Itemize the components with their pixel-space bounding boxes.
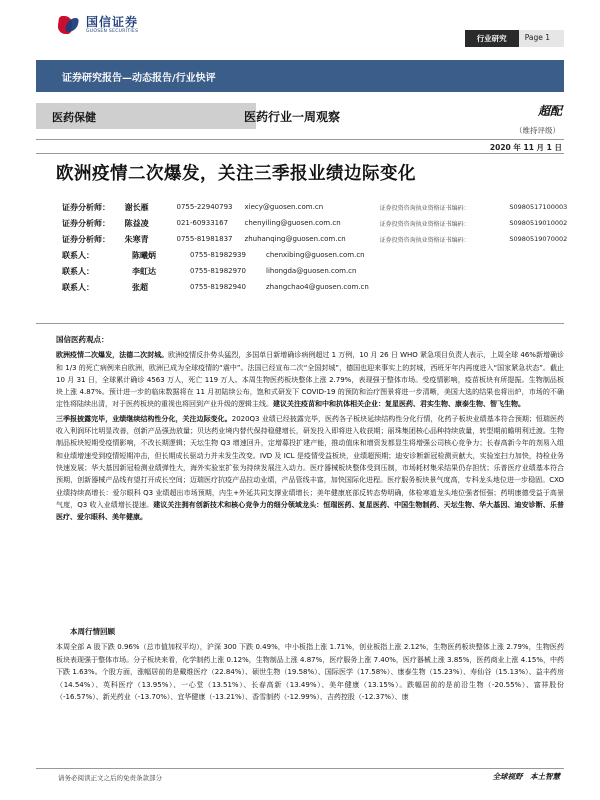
- analyst-cert-id: S0980519070002: [509, 235, 568, 243]
- analyst-row: [62, 215, 572, 231]
- paragraph-lead: 三季报披露完毕，业绩继续结构性分化，关注边际变化。: [56, 414, 232, 423]
- logo-name-en: GUOSEN SECURITIES: [86, 28, 139, 34]
- analyst-cert-id: S0980517100003: [509, 203, 568, 211]
- report-title: 医药行业一周观察: [244, 110, 341, 124]
- summary-heading: 国信医药观点：: [56, 335, 109, 344]
- divider-date: [36, 153, 564, 154]
- section-title: 本周行情回顾: [70, 627, 115, 636]
- contact-row: [62, 247, 572, 263]
- report-series-banner: [36, 60, 564, 92]
- contact-email[interactable]: chenxibing@guosen.com.cn: [266, 251, 365, 259]
- industry-category-block: [36, 103, 256, 129]
- footer-slogan: 全球视野 本土智慧: [492, 772, 560, 781]
- analyst-cert-label: 证券投资咨询执业资格证书编码：: [379, 236, 470, 244]
- banner-text: 证券研究报告—动态报告/行业快评: [62, 73, 216, 84]
- analyst-name: 谢长雁: [124, 202, 149, 212]
- logo-name-cn: 国信证券: [86, 14, 139, 29]
- contact-phone: 0755-81982939: [190, 251, 246, 259]
- contact-row: [62, 263, 572, 279]
- analyst-cert-id: S0980519010002: [509, 219, 568, 227]
- analyst-role: 证券分析师：: [62, 218, 110, 228]
- paragraph-recommendation: 建议关注疫苗和中和抗体相关企业：复星医药、君实生物、康泰生物、智飞生物。: [273, 400, 525, 409]
- analyst-email[interactable]: zhuhanqing@guosen.com.cn: [244, 235, 346, 243]
- contact-role: 联系人：: [62, 266, 94, 276]
- rating-value: 超配: [537, 104, 562, 118]
- main-title: 欧洲疫情二次爆发，关注三季报业绩边际变化: [56, 164, 416, 184]
- analyst-cert-label: 证券投资咨询执业资格证书编码：: [379, 204, 470, 212]
- analyst-name: 陈益凌: [124, 218, 149, 228]
- analyst-phone: 0755-22940793: [176, 203, 233, 211]
- footer-disclaimer: 请务必阅读正文之后的免责条款部分: [58, 774, 162, 782]
- analyst-name: 朱寒青: [124, 234, 149, 244]
- contact-name: 张超: [132, 282, 148, 292]
- contact-phone: 0755-81982970: [190, 267, 246, 275]
- analyst-role: 证券分析师：: [62, 234, 110, 244]
- analyst-role: 证券分析师：: [62, 202, 110, 212]
- contact-email[interactable]: lihongda@guosen.com.cn: [266, 267, 357, 275]
- analyst-email[interactable]: chenyiling@guosen.com.cn: [244, 219, 341, 227]
- contact-name: 李虹达: [132, 266, 156, 276]
- divider-top: [36, 139, 564, 140]
- analyst-cert-label: 证券投资咨询执业资格证书编码：: [379, 220, 470, 228]
- paragraph-recommendation: 建议关注拥有创新技术和核心竞争力的细分领域龙头：恒瑞医药、复星医药、中国生物制药、天坛生物、华大基因、迪安诊断、乐普医疗、爱尔眼科、美年健康。: [56, 500, 564, 522]
- contact-role: 联系人：: [62, 250, 94, 260]
- logo-mark-icon: [58, 14, 80, 36]
- contact-phone: 0755-81982940: [190, 283, 246, 291]
- rating-note: （维持评级）: [515, 126, 560, 135]
- analyst-row: [62, 199, 572, 215]
- summary-paragraph: [56, 349, 564, 410]
- paragraph-body: 欧洲疫情反扑势头猛烈，多国单日新增确诊病例超过 1 万例，10 月 26 日 WHO 紧急项目负责人表示，上周全球 46%新增确诊和 1/3 的死亡病例来自欧洲，欧洲已成为全球疫情的“震中”。法国已经宣布二次“全国封城”，德国也迎来事实上的封城，西班牙年内再度进入“国家紧急状态”。截止 10 月 31 日，全球累计确诊 4563 万人，死亡 119 万人。本周生物医药板块整体上涨 2.79%，表现强于整体市场。受疫情影响，疫苗板块有所提振。生物制品板块上涨 4.87%。预计进一步的临床数据将在 11 月初陆续公布，饱和式研发下 COVID-19 的预防和治疗图景将进一步清晰，美国大选的结果也将出炉，市场的不确定性将陆续出清，对于医药板块的重视也将回到产业升级的逻辑主线。: [56, 351, 564, 409]
- analyst-email[interactable]: xiecy@guosen.com.cn: [244, 203, 324, 211]
- section-body: 本周全部 A 股下跌 0.96%（总市值加权平均），沪深 300 下跌 0.49%，中小板指上涨 1.71%，创业板指上涨 2.12%，生物医药板块整体上涨 2.79%，生物医药板块表现强于整体市场。分子板块来看，化学制药上涨 0.12%，生物制品上涨 4.87%，医疗服务上涨 7.40%，医疗器械上涨 3.85%，医药商业上涨 4.15%，中药下跌 1.63%。个股方面，涨幅居前的是戴维医疗（22.84%）、硕世生物（19.58%）、国际医学（17.58%）、康泰生物（15.23%）、寿仙谷（15.13%）、益丰药房（14.54%）、英科医疗（13.95%）、一心堂（13.51%）、长春高新（13.49%）、美年健康（13.15%）。跌幅居前的是前沿生物（-20.55%）、富祥股份（-16.57%）、新光药业（-13.70%）、宜华健康（-13.21%）、香雪制药（-12.99%）、吉药控股（-12.37%）、康: [56, 643, 564, 702]
- paragraph-lead: 欧洲疫情二次爆发，法德二次封城。: [56, 351, 169, 360]
- analyst-row: [62, 231, 572, 247]
- contact-row: [62, 279, 572, 295]
- header-badges: [465, 30, 564, 47]
- report-date: 2020 年 11 月 1 日: [489, 143, 562, 152]
- divider-footer: [36, 768, 564, 769]
- analyst-list: [62, 199, 572, 295]
- analyst-phone: 021-60933167: [176, 219, 229, 227]
- page-number-badge: Page 1: [519, 30, 564, 47]
- divider-summary: [36, 323, 564, 324]
- paragraph-body: 2020Q3 业绩已经披露完毕，医药各子板块延续结构性分化行情，化药子板块业绩基本符合预期；恒瑞医药收入利润环比明显改善，创新产品强劲放量；贝达药业境内替代保持稳健增长，研发投入即将进入收获期；丽珠集团核心品种持续放量，转型期前瞻明利迁渡。生物制品板块短期受疫情影响，不改长期逻辑；天坛生物 Q3 增速回升，定增募投扩建产能，推动值床和增资发都显生将增强公司核心竞争力；长春高新今年的剂易入组和业绩增速受到疫情短期冲击，但长期成长驱动力并未发生改变。IVD 及 ICL 是疫情受益板块，业绩超预期；迪安诊断新冠检测贡献大，实验室扫力加快，持检业务快速发展；华大基因新冠检测业绩弹性大，海外实验室扩张为持续发展注入动力。医疗器械板块整体受到压制，市场耗材集采结果仍存担忧；乐普医疗业绩基本符合预期，创新器械产品线有望打开成长空间；迈瑞医疗抗疫产品拉动业绩，产品管线丰富，加快国际化进程。医疗服务板块景气度高，专科龙头地位进一步稳固。CXO 业绩持续高增长：爱尔眼科 Q3 业绩超出市场预期，内生+外延共同支撑业绩增长；美年健康底部反转态势明确，体检寒道龙头地位强者恒强；药明康德受益于高景气度，Q3 收入业绩增长提速。: [56, 414, 564, 509]
- industry-category: 医药保健: [52, 111, 96, 124]
- contact-role: 联系人：: [62, 282, 94, 292]
- analyst-phone: 0755-81981837: [176, 235, 233, 243]
- summary-paragraph: [56, 413, 564, 524]
- investment-summary: [56, 334, 564, 525]
- contact-email[interactable]: zhangchao4@guosen.com.cn: [266, 283, 369, 291]
- contact-name: 陈曦炳: [132, 250, 156, 260]
- report-type-badge: 行业研究: [465, 30, 519, 47]
- company-logo: [58, 14, 138, 36]
